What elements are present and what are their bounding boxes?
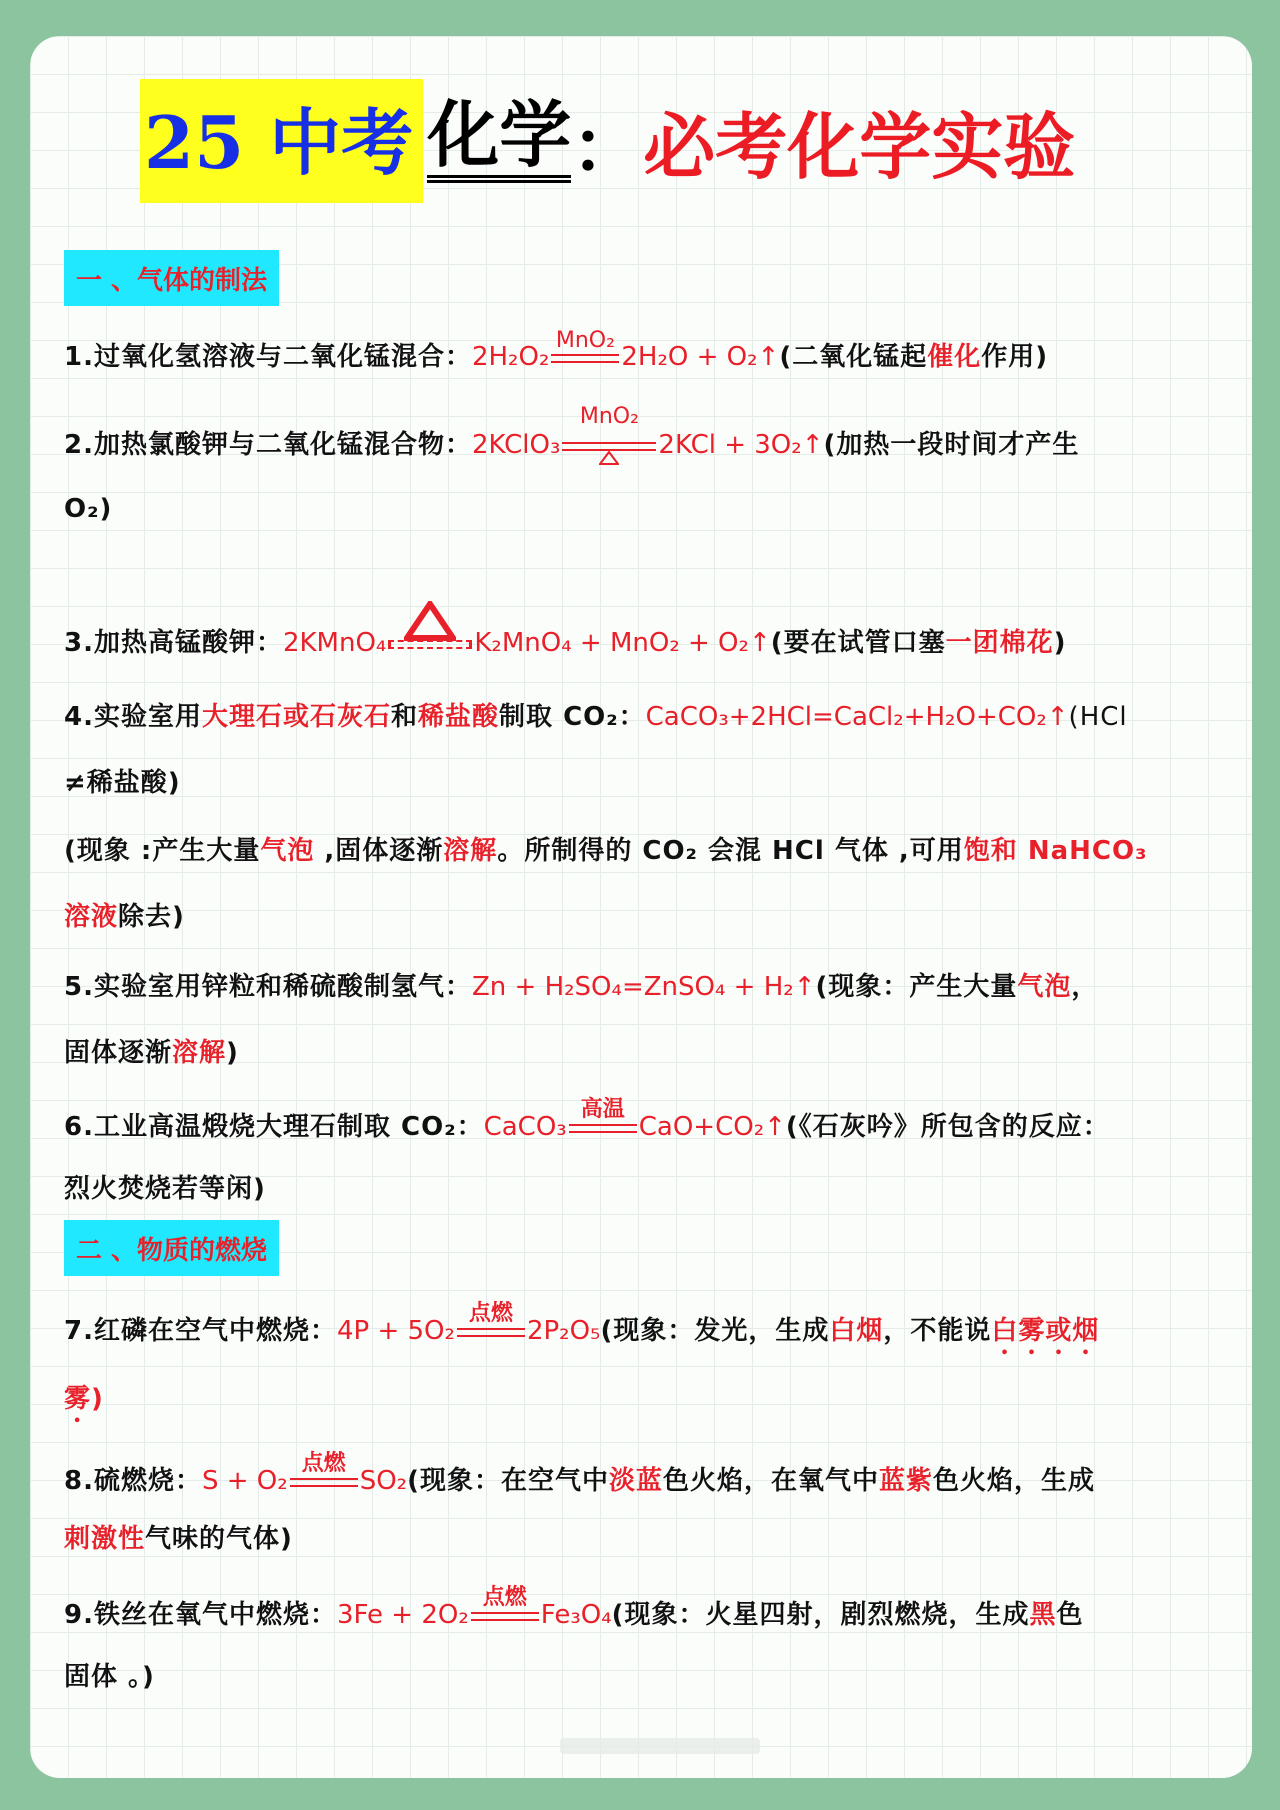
watermark — [560, 1738, 760, 1754]
item-9-cont: 固体 。) — [64, 1662, 155, 1692]
item-7: 7.红磷在空气中燃烧：4P + 5O₂ 点燃 2P₂O₅(现象：发光，生成白烟，不能说白雾或烟 — [64, 1301, 1100, 1346]
item-6-cont: 烈火焚烧若等闲) — [64, 1174, 266, 1204]
item-2-cont: O₂) — [64, 494, 113, 524]
item-7-cont: 雾) — [64, 1384, 104, 1414]
item-3-rhs: K₂MnO₄ + MnO₂ + O₂↑ — [474, 628, 771, 658]
item-8-condition: 点燃 — [290, 1469, 358, 1489]
item-2-rhs: 2KCl + 3O₂↑ — [658, 430, 824, 460]
item-4-phenomenon-cont: 溶液除去) — [64, 902, 185, 932]
title-year: 25 中考 — [140, 79, 423, 203]
item-3-condition — [388, 631, 472, 651]
section-heading-combustion: 二 、物质的燃烧 — [64, 1220, 279, 1276]
item-4: 4.实验室用大理石或石灰石和稀盐酸制取 CO₂：CaCO₃+2HCl=CaCl₂+H₂O+CO₂↑(HCl — [64, 702, 1128, 732]
item-4-formula: CaCO₃+2HCl=CaCl₂+H₂O+CO₂↑ — [645, 702, 1069, 732]
item-8: 8.硫燃烧：S + O₂ 点燃 SO₂(现象：在空气中淡蓝色火焰，在氧气中蓝紫色火焰，生成 — [64, 1451, 1096, 1496]
item-1-condition: MnO₂ — [551, 345, 619, 365]
title-colon: ： — [571, 104, 644, 189]
item-8-cont: 刺激性气味的气体) — [64, 1524, 293, 1554]
item-6: 6.工业高温煅烧大理石制取 CO₂：CaCO₃ 高温 CaO+CO₂↑(《石灰吟》所包含的反应： — [64, 1097, 1110, 1142]
item-1-rhs: 2H₂O + O₂↑ — [621, 342, 780, 372]
item-2: 2.加热氯酸钾与二氧化锰混合物：2KClO₃ MnO₂ 2KCl + 3O₂↑(加热一段时间才产生 — [64, 424, 1224, 461]
item-2-condition: MnO₂ — [562, 433, 656, 453]
item-7-condition: 点燃 — [457, 1319, 525, 1339]
item-2-lhs: 2KClO₃ — [471, 430, 561, 460]
title-topic: 必考化学实验 — [643, 104, 1076, 189]
item-2-text: 2.加热氯酸钾与二氧化锰混合物： — [64, 430, 472, 460]
item-5-cont: 固体逐渐溶解) — [64, 1038, 239, 1068]
item-3: 3.加热高锰酸钾：2KMnO₄ K₂MnO₄ + MnO₂ + O₂↑(要在试管口塞一团棉花) — [64, 622, 1224, 659]
item-6-condition: 高温 — [569, 1115, 637, 1135]
heat-triangle-icon — [599, 451, 619, 465]
item-5: 5.实验室用锌粒和稀硫酸制氢气：Zn + H₂SO₄=ZnSO₄ + H₂↑(现象：产生大量气泡， — [64, 972, 1099, 1002]
item-9: 9.铁丝在氧气中燃烧：3Fe + 2O₂ 点燃 Fe₃O₄(现象：火星四射，剧烈燃烧，生成黑色 — [64, 1585, 1084, 1630]
item-4-cont: ≠稀盐酸) — [64, 768, 181, 798]
item-3-text: 3.加热高锰酸钾： — [64, 628, 283, 658]
page-title — [140, 78, 1075, 204]
section-heading-gas: 一 、气体的制法 — [64, 250, 279, 306]
title-subject: 化学 — [427, 99, 571, 183]
item-3-lhs: 2KMnO₄ — [282, 628, 387, 658]
heat-triangle-icon — [404, 601, 456, 641]
item-1: 1.过氧化氢溶液与二氧化锰混合：2H₂O₂ MnO₂ 2H₂O + O₂↑(二氧化锰起催化作用) — [64, 328, 1049, 372]
item-1-text: 1.过氧化氢溶液与二氧化锰混合： — [64, 342, 472, 372]
item-9-condition: 点燃 — [471, 1603, 539, 1623]
item-4-phenomenon: (现象 :产生大量气泡 ,固体逐渐溶解。所制得的 CO₂ 会混 HCl 气体 ,可用饱和 NaHCO₃ — [64, 836, 1148, 866]
item-1-lhs: 2H₂O₂ — [471, 342, 550, 372]
item-5-formula: Zn + H₂SO₄=ZnSO₄ + H₂↑ — [471, 972, 816, 1002]
